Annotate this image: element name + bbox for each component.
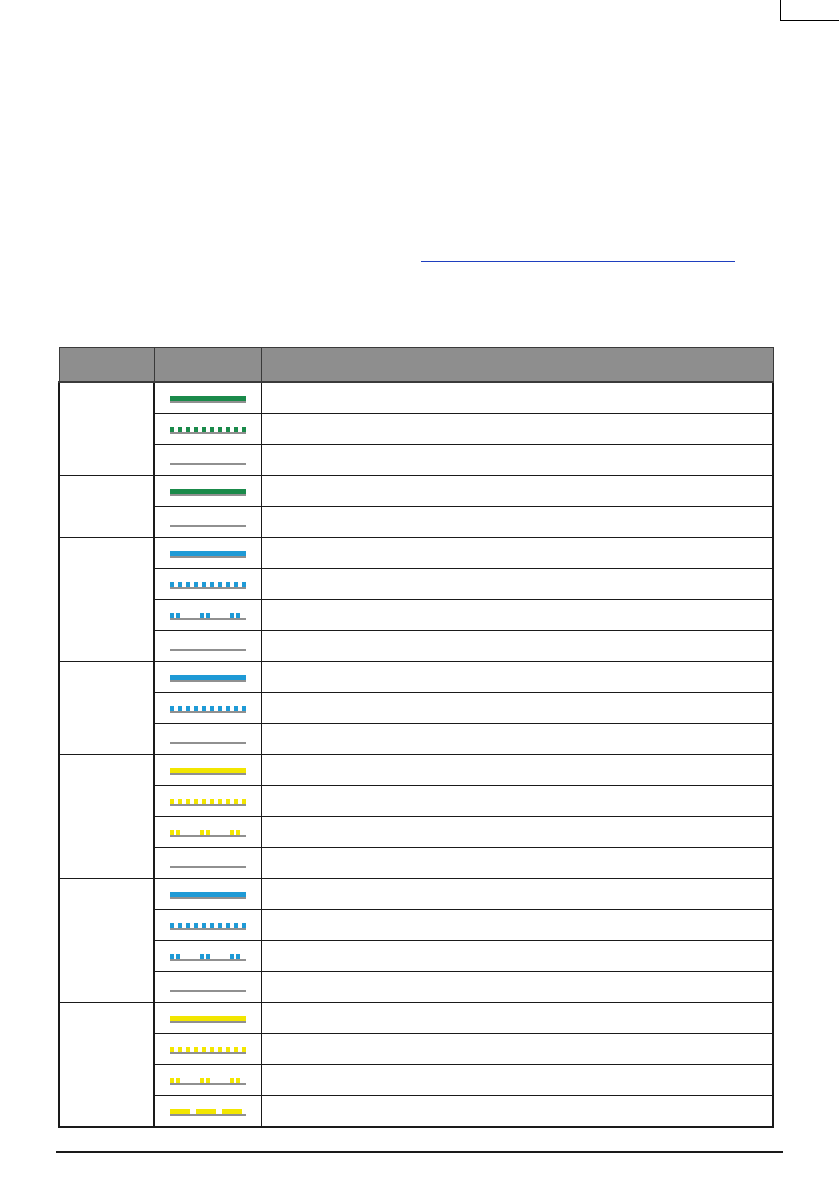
- green-solid-line-symbol: [169, 476, 247, 506]
- description-cell: [261, 941, 773, 972]
- description-cell: [261, 786, 773, 817]
- yellow-solid-line-symbol: [169, 755, 247, 785]
- table-row: [59, 445, 773, 476]
- table-header-row: [59, 348, 773, 383]
- symbol-cell: [154, 1034, 261, 1065]
- description-cell: [261, 476, 773, 507]
- green-solid-line-symbol: [169, 383, 247, 413]
- symbol-cell: [154, 414, 261, 445]
- symbol-cell: [154, 569, 261, 600]
- symbol-cell: [154, 879, 261, 910]
- plain-line-symbol: [169, 848, 247, 878]
- table-row: [59, 1065, 773, 1096]
- group-label-cell: [59, 879, 154, 1003]
- symbol-cell: [154, 817, 261, 848]
- description-cell: [261, 910, 773, 941]
- table-row: [59, 1034, 773, 1065]
- table-body: [59, 382, 773, 1127]
- symbol-cell: [154, 941, 261, 972]
- hyperlink-underline[interactable]: [421, 261, 735, 262]
- yellow-solid-line-symbol: [169, 1003, 247, 1033]
- description-cell: [261, 1065, 773, 1096]
- symbol-cell: [154, 600, 261, 631]
- table-row: [59, 724, 773, 755]
- symbol-cell: [154, 786, 261, 817]
- table-row: [59, 755, 773, 786]
- plain-line-symbol: [169, 972, 247, 1002]
- group-label-cell: [59, 538, 154, 662]
- symbol-cell: [154, 1065, 261, 1096]
- crop-mark-horizontal: [780, 20, 839, 21]
- table-row: [59, 941, 773, 972]
- table-row: [59, 569, 773, 600]
- symbol-cell: [154, 631, 261, 662]
- group-label-cell: [59, 662, 154, 755]
- symbol-cell: [154, 755, 261, 786]
- description-cell: [261, 538, 773, 569]
- description-cell: [261, 507, 773, 538]
- group-label-cell: [59, 1003, 154, 1128]
- symbol-cell: [154, 507, 261, 538]
- footer-rule: [56, 1151, 783, 1153]
- blue-solid-line-symbol: [169, 538, 247, 568]
- green-dotted-line-symbol: [169, 414, 247, 444]
- symbol-cell: [154, 972, 261, 1003]
- header-cell-symbol: [154, 348, 261, 383]
- table-row: [59, 693, 773, 724]
- description-cell: [261, 569, 773, 600]
- table-row: [59, 786, 773, 817]
- description-cell: [261, 755, 773, 786]
- table-row: [59, 879, 773, 910]
- table-row: [59, 817, 773, 848]
- yellow-dash-dot-line-symbol: [169, 1065, 247, 1095]
- symbol-cell: [154, 724, 261, 755]
- header-cell-description: [261, 348, 773, 383]
- description-cell: [261, 879, 773, 910]
- table-row: [59, 600, 773, 631]
- table-row: [59, 972, 773, 1003]
- table-row: [59, 476, 773, 507]
- description-cell: [261, 848, 773, 879]
- yellow-long-dash-line-symbol: [169, 1096, 247, 1126]
- plain-line-symbol: [169, 631, 247, 661]
- description-cell: [261, 600, 773, 631]
- group-label-cell: [59, 755, 154, 879]
- table-row: [59, 910, 773, 941]
- symbol-cell: [154, 476, 261, 507]
- description-cell: [261, 817, 773, 848]
- blue-solid-line-symbol: [169, 662, 247, 692]
- line-symbol-legend-table: [58, 347, 774, 1128]
- blue-dotted-line-symbol: [169, 910, 247, 940]
- symbol-cell: [154, 1096, 261, 1128]
- description-cell: [261, 1034, 773, 1065]
- plain-line-symbol: [169, 445, 247, 475]
- group-label-cell: [59, 382, 154, 476]
- description-cell: [261, 693, 773, 724]
- description-cell: [261, 724, 773, 755]
- description-cell: [261, 445, 773, 476]
- symbol-cell: [154, 910, 261, 941]
- symbol-cell: [154, 445, 261, 476]
- header-cell-category: [59, 348, 154, 383]
- table-row: [59, 382, 773, 414]
- symbol-cell: [154, 538, 261, 569]
- table-row: [59, 538, 773, 569]
- blue-dotted-line-symbol: [169, 693, 247, 723]
- symbol-cell: [154, 693, 261, 724]
- table-row: [59, 848, 773, 879]
- yellow-dotted-line-symbol: [169, 786, 247, 816]
- yellow-dash-dot-line-symbol: [169, 817, 247, 847]
- symbol-cell: [154, 662, 261, 693]
- crop-mark-vertical: [780, 0, 781, 20]
- description-cell: [261, 662, 773, 693]
- blue-solid-line-symbol: [169, 879, 247, 909]
- table-row: [59, 631, 773, 662]
- description-cell: [261, 414, 773, 445]
- description-cell: [261, 972, 773, 1003]
- blue-dash-dot-line-symbol: [169, 941, 247, 971]
- symbol-cell: [154, 1003, 261, 1034]
- table-row: [59, 507, 773, 538]
- description-cell: [261, 1003, 773, 1034]
- blue-dotted-line-symbol: [169, 569, 247, 599]
- table-row: [59, 1096, 773, 1128]
- table-row: [59, 1003, 773, 1034]
- group-label-cell: [59, 476, 154, 538]
- yellow-dotted-line-symbol: [169, 1034, 247, 1064]
- description-cell: [261, 631, 773, 662]
- blue-dash-dot-line-symbol: [169, 600, 247, 630]
- description-cell: [261, 1096, 773, 1128]
- table-row: [59, 414, 773, 445]
- symbol-cell: [154, 382, 261, 414]
- plain-line-symbol: [169, 507, 247, 537]
- plain-line-symbol: [169, 724, 247, 754]
- table-row: [59, 662, 773, 693]
- symbol-cell: [154, 848, 261, 879]
- description-cell: [261, 382, 773, 414]
